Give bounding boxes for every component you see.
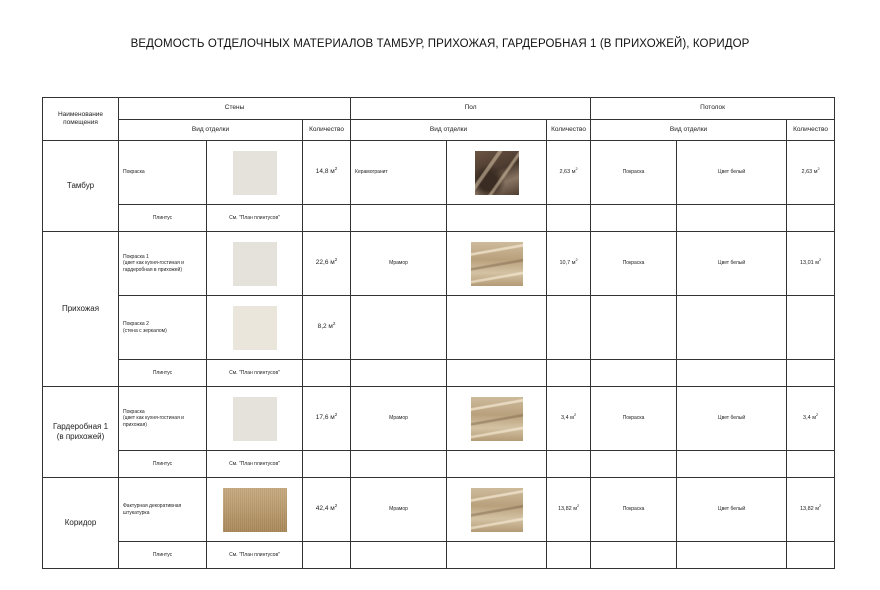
- finishing-materials-table: [42, 97, 835, 569]
- wall-finish: Покраска (цвет как кухня-гостиная и прихожая): [119, 387, 207, 451]
- ceiling-quantity: 13,01 $м^2$: [787, 232, 835, 296]
- wall-quantity: 22,6 $м^2$: [303, 232, 351, 296]
- wall-finish: Фактурная декоративная штукатурка: [119, 478, 207, 542]
- plinth-label: Плинтус: [119, 360, 207, 387]
- floor-finish: Мрамор: [351, 232, 447, 296]
- plinth-label: Плинтус: [119, 542, 207, 569]
- header-row-1: [43, 98, 835, 120]
- header-ceiling-finish: Вид отделки: [591, 120, 787, 141]
- table-row: [43, 232, 835, 296]
- table-row: [43, 478, 835, 542]
- wall-swatch-cell: [207, 296, 303, 360]
- marble-swatch: [471, 397, 523, 441]
- floor-finish: Мрамор: [351, 387, 447, 451]
- table-row-plinth: [43, 360, 835, 387]
- wall-swatch-cell: [207, 232, 303, 296]
- header-room-name: Наименование помещения: [43, 98, 119, 141]
- paint-swatch: [233, 242, 277, 286]
- ceiling-finish: Покраска: [591, 478, 677, 542]
- table-row: [43, 141, 835, 205]
- header-walls-finish: Вид отделки: [119, 120, 303, 141]
- floor-finish: Керамогранит: [351, 141, 447, 205]
- ceiling-finish: Покраска: [591, 232, 677, 296]
- porcelain-stoneware-swatch: [475, 151, 519, 195]
- header-floor-qty: Количество: [547, 120, 591, 141]
- room-name-koridor: Коридор: [43, 478, 119, 569]
- floor-quantity: 2,63 $м^2$: [547, 141, 591, 205]
- wall-swatch-cell: [207, 478, 303, 542]
- ceiling-color: Цвет белый: [677, 387, 787, 451]
- plinth-reference: См. "План плинтусов": [207, 451, 303, 478]
- plinth-reference: См. "План плинтусов": [207, 205, 303, 232]
- marble-swatch: [471, 488, 523, 532]
- table-row-plinth: [43, 205, 835, 232]
- plinth-reference: См. "План плинтусов": [207, 360, 303, 387]
- ceiling-quantity: 2,63 $м^2$: [787, 141, 835, 205]
- wall-quantity: 42,4 $м^2$: [303, 478, 351, 542]
- ceiling-color: Цвет белый: [677, 141, 787, 205]
- floor-quantity: 13,82 $м^2$: [547, 478, 591, 542]
- header-row-2: [43, 120, 835, 141]
- ceiling-color: Цвет белый: [677, 232, 787, 296]
- wall-finish: Покраска 1 (цвет как кухня-гостиная и гардеробная в прихожей): [119, 232, 207, 296]
- header-ceiling: Потолок: [591, 98, 835, 120]
- floor-swatch-cell: [447, 478, 547, 542]
- wall-finish: Покраска 2 (стена с зеркалом): [119, 296, 207, 360]
- room-name-tambur: Тамбур: [43, 141, 119, 232]
- header-floor: Пол: [351, 98, 591, 120]
- sheet-title: ВЕДОМОСТЬ ОТДЕЛОЧНЫХ МАТЕРИАЛОВ ТАМБУР, ПРИХОЖАЯ, ГАРДЕРОБНАЯ 1 (В ПРИХОЖЕЙ), КОРИДОР: [130, 38, 750, 50]
- ceiling-quantity: 13,82 $м^2$: [787, 478, 835, 542]
- room-name-prikhozhaya: Прихожая: [43, 232, 119, 387]
- floor-quantity: 3,4 $м^2$: [547, 387, 591, 451]
- table-row: [43, 296, 835, 360]
- paint-swatch: [233, 151, 277, 195]
- room-name-garderobnaya: Гардеробная 1 (в прихожей): [43, 387, 119, 478]
- plinth-label: Плинтус: [119, 451, 207, 478]
- floor-swatch-cell: [447, 387, 547, 451]
- ceiling-finish: Покраска: [591, 141, 677, 205]
- header-walls: Стены: [119, 98, 351, 120]
- table-row-plinth: [43, 542, 835, 569]
- table-row-plinth: [43, 451, 835, 478]
- plinth-label: Плинтус: [119, 205, 207, 232]
- wall-swatch-cell: [207, 387, 303, 451]
- table-row: [43, 387, 835, 451]
- paint-swatch: [233, 397, 277, 441]
- header-floor-finish: Вид отделки: [351, 120, 547, 141]
- plinth-reference: См. "План плинтусов": [207, 542, 303, 569]
- wall-quantity: 17,6 $м^2$: [303, 387, 351, 451]
- ceiling-quantity: 3,4 $м^2$: [787, 387, 835, 451]
- header-walls-qty: Количество: [303, 120, 351, 141]
- wall-swatch-cell: [207, 141, 303, 205]
- floor-quantity: 10,7 $м^2$: [547, 232, 591, 296]
- wall-finish: Покраска: [119, 141, 207, 205]
- paint-swatch: [233, 306, 277, 350]
- floor-swatch-cell: [447, 141, 547, 205]
- wall-quantity: 14,8 $м^2$: [303, 141, 351, 205]
- decorative-plaster-swatch: [223, 488, 287, 532]
- floor-finish: Мрамор: [351, 478, 447, 542]
- ceiling-color: Цвет белый: [677, 478, 787, 542]
- marble-swatch: [471, 242, 523, 286]
- ceiling-finish: Покраска: [591, 387, 677, 451]
- floor-swatch-cell: [447, 232, 547, 296]
- header-ceiling-qty: Количество: [787, 120, 835, 141]
- wall-quantity: 8,2 $м^2$: [303, 296, 351, 360]
